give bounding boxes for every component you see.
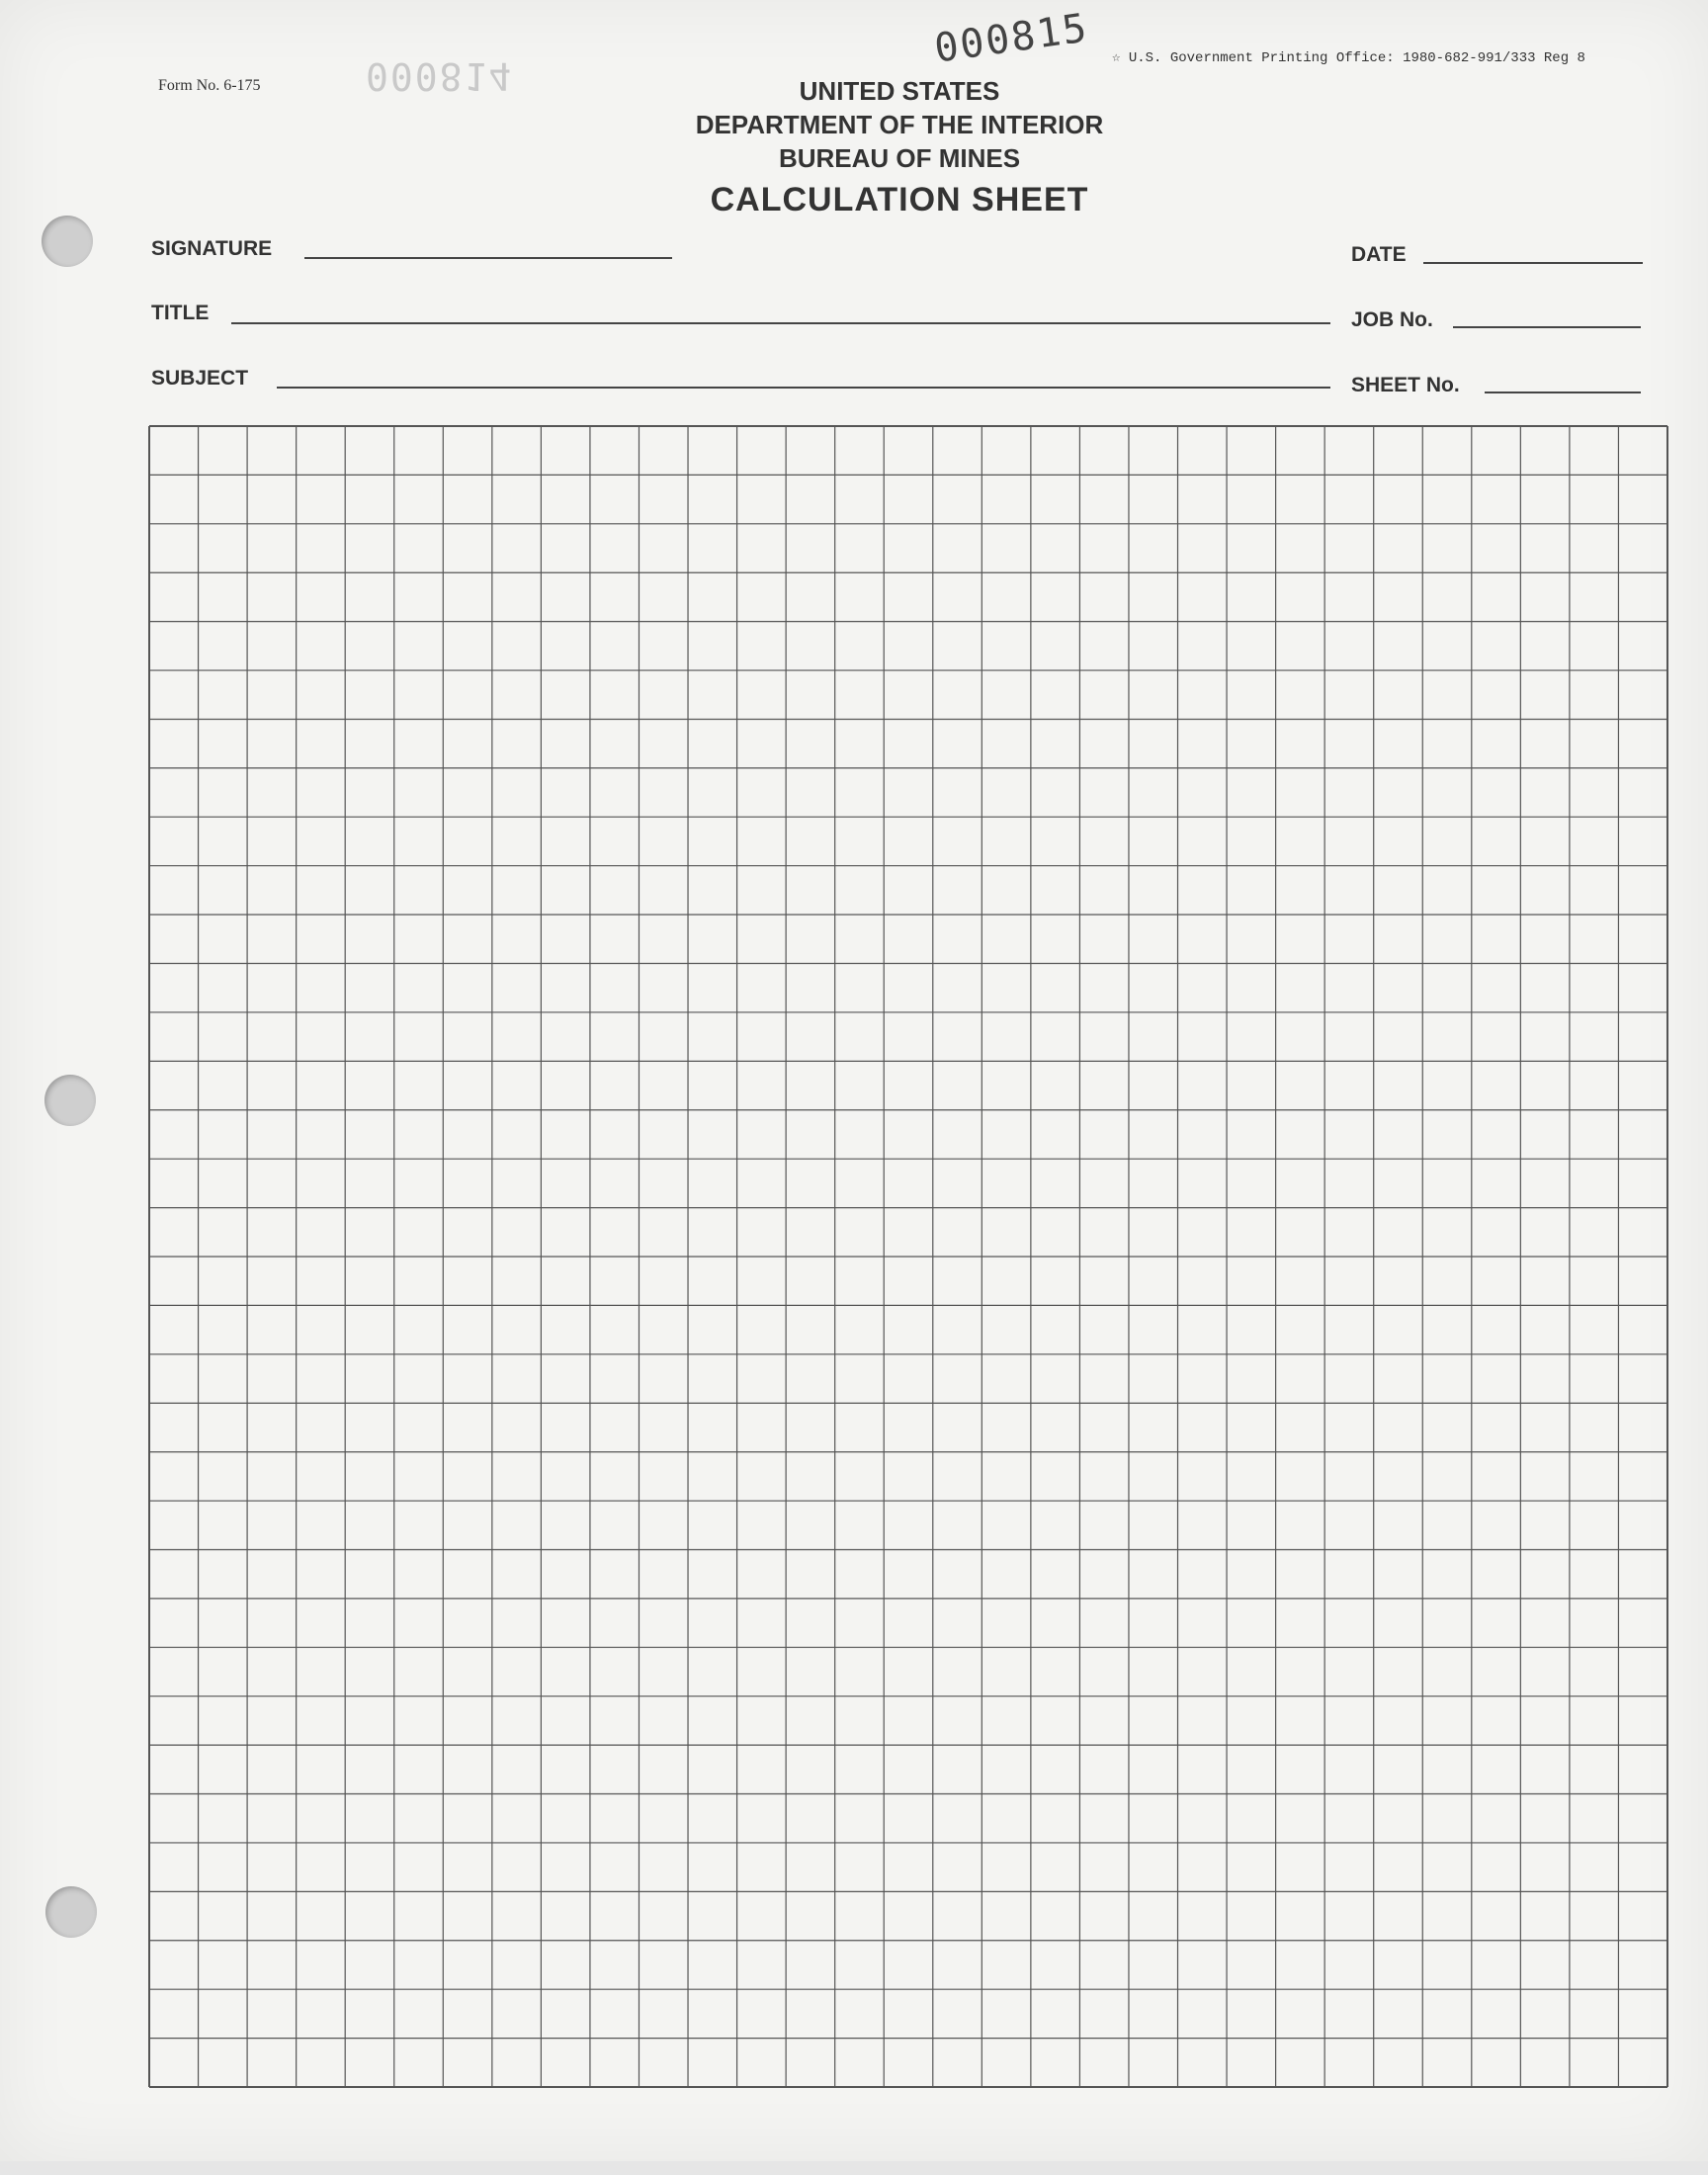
agency-header — [554, 74, 1245, 175]
gpo-notice: ☆ U.S. Government Printing Office: 1980-682-991/333 Reg 8 — [1112, 50, 1585, 66]
signature-field[interactable] — [304, 257, 672, 259]
date-field[interactable] — [1423, 262, 1643, 264]
subject-field[interactable] — [277, 387, 1330, 389]
job-no-label: JOB No. — [1351, 308, 1433, 331]
agency-line-1: UNITED STATES — [799, 76, 1000, 106]
faint-stamp-number: 000814 — [366, 54, 514, 98]
punch-hole-top — [42, 216, 93, 267]
sheet-no-label: SHEET No. — [1351, 374, 1460, 396]
signature-label: SIGNATURE — [151, 237, 273, 260]
punch-hole-bottom — [45, 1886, 97, 1938]
stamp-number: 000815 — [931, 5, 1091, 72]
scan-bottom-edge — [0, 2161, 1708, 2175]
subject-label: SUBJECT — [151, 367, 249, 390]
title-label: TITLE — [151, 302, 210, 324]
sheet-no-field[interactable] — [1485, 392, 1641, 393]
title-field[interactable] — [231, 322, 1330, 324]
date-label: DATE — [1351, 243, 1407, 266]
punch-hole-middle — [44, 1075, 96, 1126]
job-no-field[interactable] — [1453, 326, 1641, 328]
sheet-title: CALCULATION SHEET — [710, 181, 1089, 218]
agency-line-3: BUREAU OF MINES — [778, 143, 1021, 173]
calculation-grid[interactable] — [148, 425, 1668, 2088]
agency-line-2: DEPARTMENT OF THE INTERIOR — [695, 110, 1104, 139]
form-number: Form No. 6-175 — [158, 77, 261, 94]
